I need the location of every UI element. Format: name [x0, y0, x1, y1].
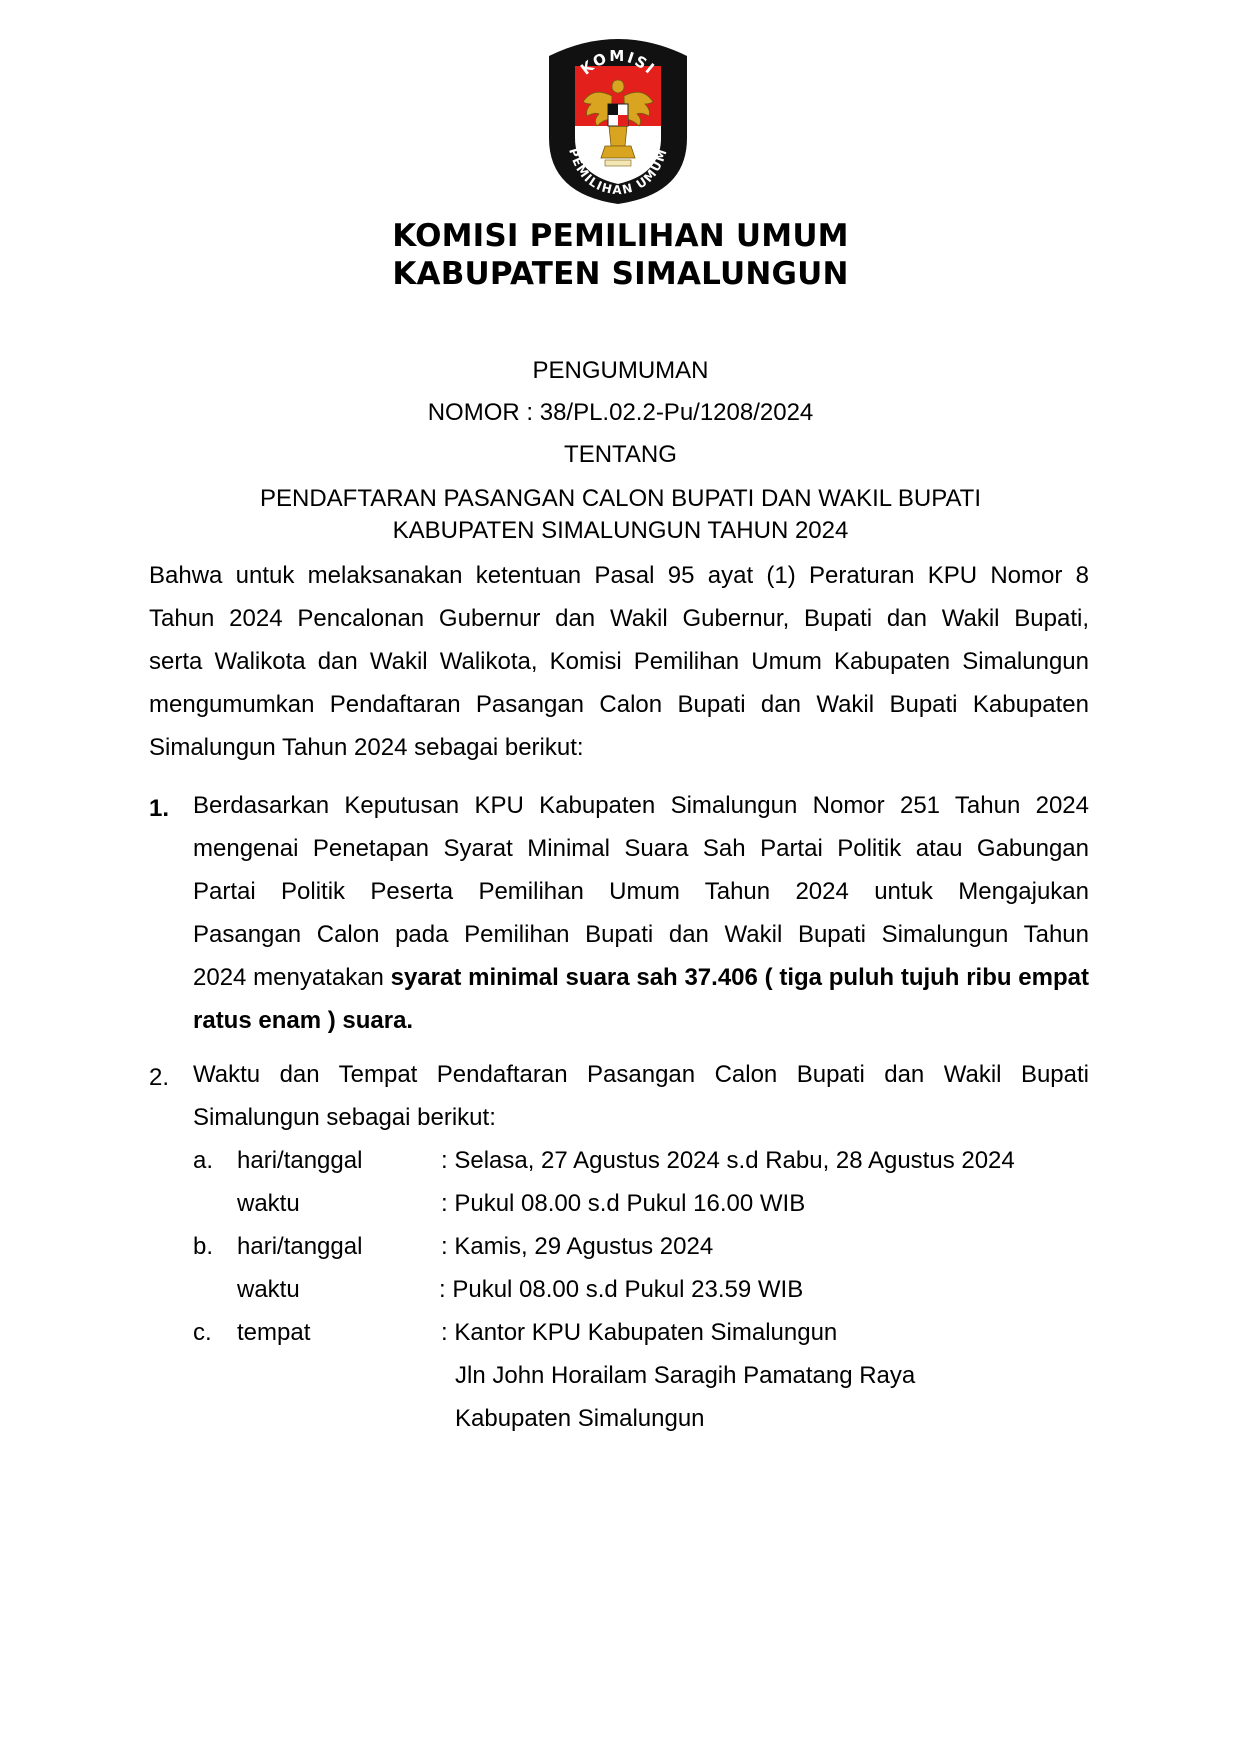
item-1-line: mengenai Penetapan Syarat Minimal Suara Sah Partai Politik atau Gabungan [193, 835, 1089, 862]
item-1-line: Partai Politik Peserta Pemilihan Umum Tahun 2024 untuk Mengajukan [193, 878, 1089, 905]
item-1-line: Berdasarkan Keputusan KPU Kabupaten Simalungun Nomor 251 Tahun 2024 [193, 792, 1089, 819]
kpu-logo [543, 34, 693, 206]
announcement-subject-line2: KABUPATEN SIMALUNGUN TAHUN 2024 [392, 517, 849, 544]
sub-c-label: tempat [237, 1319, 311, 1346]
sub-a-label1: hari/tanggal [237, 1147, 363, 1174]
org-name-line2: KABUPATEN SIMALUNGUN [392, 256, 849, 292]
item-1-line5-plain: 2024 menyatakan [193, 964, 391, 991]
item-1-line6-bold: ratus enam ) suara. [193, 1007, 414, 1034]
sub-c-value1: : Kantor KPU Kabupaten Simalungun [441, 1319, 838, 1346]
org-name-line1: KOMISI PEMILIHAN UMUM [392, 218, 849, 254]
sub-b-label1: hari/tanggal [237, 1233, 363, 1260]
item-2-line: Waktu dan Tempat Pendaftaran Pasangan Calon Bupati dan Wakil Bupati [193, 1061, 1089, 1088]
sub-b-value2: : Pukul 08.00 s.d Pukul 23.59 WIB [439, 1276, 804, 1303]
item-2-number: 2. [149, 1064, 170, 1091]
svg-text:KOMISI: KOMISI [577, 46, 660, 79]
intro-line: Bahwa untuk melaksanakan ketentuan Pasal 95 ayat (1) Peraturan KPU Nomor 8 [149, 562, 1089, 589]
intro-line: serta Walikota dan Wakil Walikota, Komisi Pemilihan Umum Kabupaten Simalungun [149, 648, 1089, 675]
announcement-subject-line1: PENDAFTARAN PASANGAN CALON BUPATI DAN WAKIL BUPATI [259, 485, 981, 512]
item-1-line5-bold: syarat minimal suara sah 37.406 ( tiga puluh tujuh ribu empat [390, 964, 1089, 991]
sub-b-label2: waktu [237, 1276, 300, 1303]
sub-c-letter: c. [193, 1319, 212, 1346]
sub-a-value1: : Selasa, 27 Agustus 2024 s.d Rabu, 28 Agustus 2024 [441, 1147, 1015, 1174]
intro-line: mengumumkan Pendaftaran Pasangan Calon Bupati dan Wakil Bupati Kabupaten [149, 691, 1089, 718]
sub-a-letter: a. [193, 1147, 214, 1174]
sub-c-value3: Kabupaten Simalungun [455, 1405, 705, 1432]
item-1-number: 1. [149, 795, 170, 822]
item-1-line [193, 999, 1089, 1042]
announcement-kind: PENGUMUMAN [532, 357, 709, 384]
sub-b-value1: : Kamis, 29 Agustus 2024 [441, 1233, 714, 1260]
item-1-text [193, 784, 1089, 1042]
intro-line: Simalungun Tahun 2024 sebagai berikut: [149, 734, 584, 761]
item-2-line: Simalungun sebagai berikut: [193, 1104, 496, 1131]
announcement-number: NOMOR : 38/PL.02.2-Pu/1208/2024 [427, 399, 814, 426]
item-1-line [193, 956, 1089, 999]
item-1-line: Pasangan Calon pada Pemilihan Bupati dan Wakil Bupati Simalungun Tahun [193, 921, 1089, 948]
announcement-about: TENTANG [564, 441, 677, 468]
sub-a-label2: waktu [237, 1190, 300, 1217]
sub-c-value2: Jln John Horailam Saragih Pamatang Raya [455, 1362, 916, 1389]
intro-paragraph [149, 554, 1089, 769]
svg-text:PEMILIHAN UMUM: PEMILIHAN UMUM [566, 146, 671, 198]
sub-b-letter: b. [193, 1233, 214, 1260]
sub-a-value2: : Pukul 08.00 s.d Pukul 16.00 WIB [441, 1190, 806, 1217]
intro-line: Tahun 2024 Pencalonan Gubernur dan Wakil Gubernur, Bupati dan Wakil Bupati, [149, 605, 1089, 632]
item-2-text [193, 1053, 1089, 1139]
